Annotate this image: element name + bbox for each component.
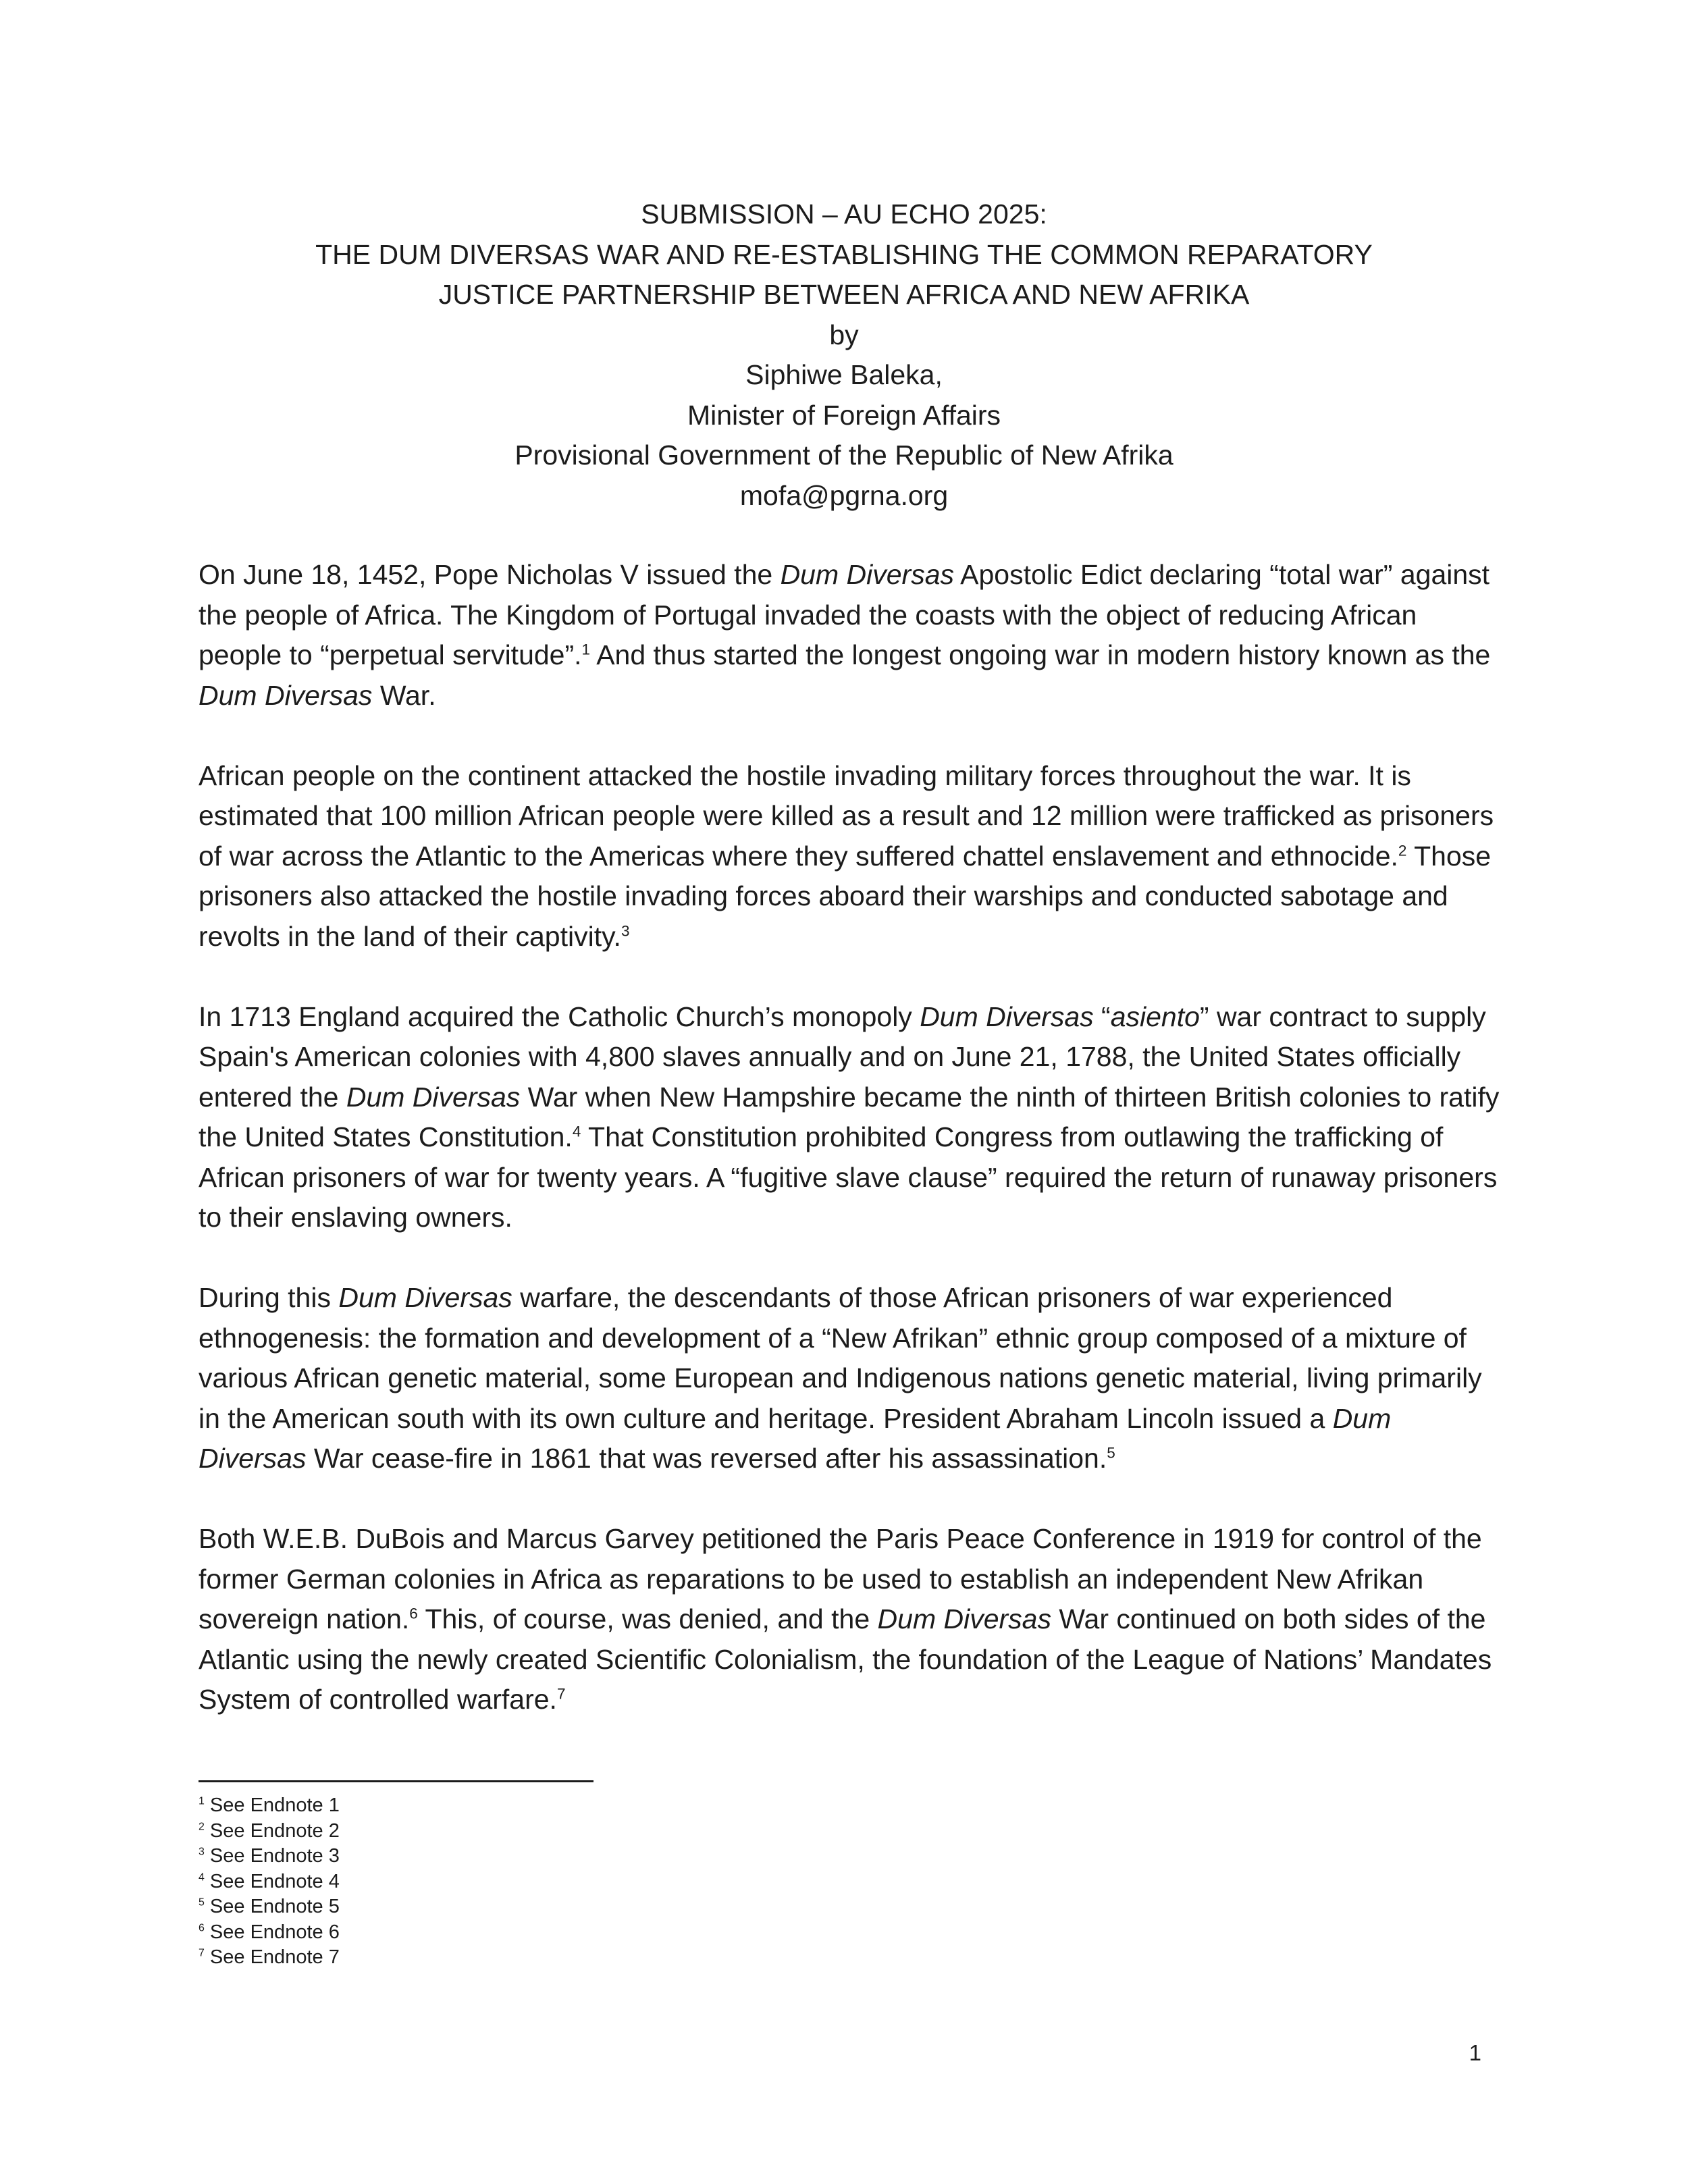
footnote-4: [199, 1869, 340, 1895]
paragraph-2: [199, 756, 1502, 957]
footnote-text: See Endnote 6: [204, 1921, 340, 1943]
italic-term: Dum Diversas: [199, 1402, 1392, 1474]
title-line-3: JUSTICE PARTNERSHIP BETWEEN AFRICA AND NEW AFRIKA: [438, 279, 1250, 310]
text-run: War cease-fire in 1861 that was reversed after his assassination.: [306, 1443, 1107, 1474]
text-run: During this: [199, 1282, 339, 1313]
footnote-text: See Endnote 7: [204, 1946, 340, 1968]
footnote-number: 6: [199, 1921, 205, 1934]
paragraph-3: [199, 997, 1502, 1238]
italic-term: Dum Diversas: [199, 679, 373, 711]
byline: by: [829, 319, 859, 350]
footnote-3: [199, 1844, 340, 1869]
author-organization: Provisional Government of the Republic of New Afrika: [515, 440, 1173, 471]
title-line-2: THE DUM DIVERSAS WAR AND RE-ESTABLISHING THE COMMON REPARATORY: [315, 238, 1373, 270]
text-run: This, of course, was denied, and the: [417, 1603, 878, 1634]
text-run: And thus started the longest ongoing war in modern history known as the: [590, 639, 1491, 670]
footnote-reference: 5: [1107, 1444, 1115, 1462]
title-line-1: SUBMISSION – AU ECHO 2025:: [641, 198, 1047, 230]
footnote-text: See Endnote 3: [204, 1845, 340, 1867]
footnote-reference: 7: [556, 1685, 566, 1703]
text-run: War.: [372, 679, 436, 711]
text-run: Apostolic Edict declaring “total war” against the people of Africa. The Kingdom of Portugal invaded the coasts with the object of reducing African people to “perpetual servitude”.: [199, 559, 1490, 670]
text-run: warfare, the descendants of those African prisoners of war experienced ethnogenesis: the formation and development of a “New Afrikan” ethnic group composed of a mixture of various African genetic material, some European and Indigenous nations genetic material, living primarily in the American south with its own culture and heritage. President Abraham Lincoln issued a: [199, 1282, 1482, 1434]
footnote-reference: 1: [581, 641, 591, 658]
author-email: mofa@pgrna.org: [739, 479, 949, 511]
italic-term: Dum Diversas: [877, 1603, 1051, 1634]
paragraph-5: [199, 1519, 1502, 1720]
footnote-number: 7: [199, 1947, 205, 1959]
text-run: African people on the continent attacked the hostile invading military forces throughout the war. It is estimated that 100 million African people were killed as a result and 12 million were trafficked as prisoners of war across the Atlantic to the Americas where they suffered chattel enslavement and ethnocide.: [199, 760, 1494, 872]
body-text: [199, 555, 1502, 1760]
italic-term: Dum Diversas: [780, 559, 954, 590]
footnote-text: See Endnote 1: [204, 1794, 340, 1816]
italic-term: Dum Diversas: [338, 1282, 512, 1313]
text-run: Both W.E.B. DuBois and Marcus Garvey petitioned the Paris Peace Conference in 1919 for control of the former German colonies in Africa as reparations to be used to establish an independent New Afrikan sovereign nation.: [199, 1523, 1482, 1634]
footnote-reference: 4: [572, 1123, 581, 1140]
footnote-reference: 6: [409, 1605, 418, 1622]
footnote-6: [199, 1920, 340, 1946]
footnote-text: See Endnote 5: [204, 1896, 340, 1917]
author-role: Minister of Foreign Affairs: [687, 399, 1001, 431]
footnote-separator: [199, 1780, 594, 1782]
footnote-number: 2: [199, 1820, 205, 1832]
text-run: ” war contract to supply Spain's American colonies with 4,800 slaves annually and on June 21, 1788, the United States officially entered the: [199, 1001, 1486, 1113]
text-run: Those prisoners also attacked the hostile invading forces aboard their warships and conducted sabotage and revolts in the land of their captivity.: [199, 840, 1492, 952]
footnote-text: See Endnote 2: [204, 1819, 340, 1842]
page-number: 1: [1469, 2040, 1481, 2065]
footnote-text: See Endnote 4: [204, 1870, 340, 1892]
footnote-5: [199, 1894, 340, 1920]
footnote-number: 5: [199, 1896, 205, 1909]
footnote-number: 1: [199, 1795, 205, 1807]
title-block: [196, 194, 1492, 516]
footnote-number: 4: [199, 1871, 205, 1883]
footnote-1: [199, 1793, 340, 1819]
footnotes: [199, 1793, 340, 1971]
author-name: Siphiwe Baleka,: [745, 359, 943, 390]
text-run: On June 18, 1452, Pope Nicholas V issued the: [199, 559, 781, 590]
footnote-7: [199, 1945, 340, 1971]
italic-term: Dum Diversas: [920, 1001, 1094, 1032]
text-run: War continued on both sides of the Atlantic using the newly created Scientific Colonialism, the foundation of the League of Nations’ Mandates System of controlled warfare.: [199, 1603, 1492, 1715]
footnote-reference: 3: [621, 922, 630, 939]
italic-term: asiento: [1110, 1001, 1200, 1032]
paragraph-1: [199, 555, 1502, 716]
italic-term: Dum Diversas: [346, 1081, 521, 1113]
text-run: War when New Hampshire became the ninth of thirteen British colonies to ratify the United States Constitution.: [199, 1081, 1500, 1152]
text-run: In 1713 England acquired the Catholic Church’s monopoly: [199, 1001, 920, 1032]
footnote-number: 3: [199, 1846, 205, 1858]
text-run: “: [1093, 1001, 1111, 1032]
footnote-2: [199, 1819, 340, 1844]
footnote-reference: 2: [1398, 841, 1407, 859]
text-run: That Constitution prohibited Congress from outlawing the trafficking of African prisoners of war for twenty years. A “fugitive slave clause” required the return of runaway prisoners to their enslaving owners.: [199, 1121, 1498, 1233]
paragraph-4: [199, 1278, 1502, 1479]
